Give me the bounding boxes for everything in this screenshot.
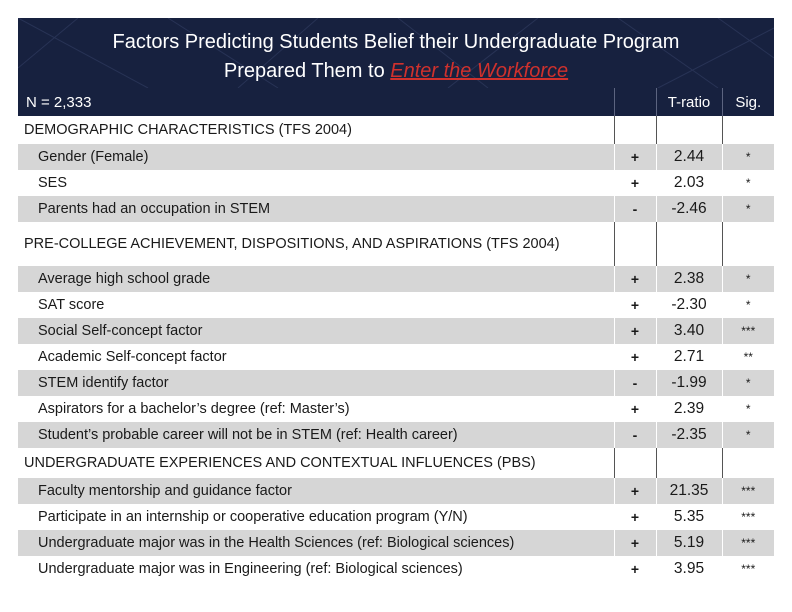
row-direction: +: [614, 396, 656, 422]
sample-size-label: N = 2,333: [18, 88, 614, 116]
row-direction: -: [614, 370, 656, 396]
t-ratio-header: T-ratio: [656, 88, 722, 116]
row-significance: *: [722, 170, 774, 196]
table-row: [18, 196, 774, 222]
table-row: [18, 478, 774, 504]
row-t-ratio: -1.99: [656, 370, 722, 396]
section-header: [18, 448, 774, 478]
direction-header: [614, 88, 656, 116]
title-highlight: Enter the Workforce: [390, 60, 569, 82]
sig-header: Sig.: [722, 88, 774, 116]
table-row: [18, 170, 774, 196]
row-significance: *: [722, 370, 774, 396]
row-significance: ***: [722, 530, 774, 556]
table-row: [18, 266, 774, 292]
row-label: Average high school grade: [18, 266, 614, 292]
row-label: SES: [18, 170, 614, 196]
row-label: STEM identify factor: [18, 370, 614, 396]
row-significance: **: [722, 344, 774, 370]
table-row: [18, 144, 774, 170]
row-significance: *: [722, 292, 774, 318]
section-header: [18, 222, 774, 266]
row-direction: +: [614, 144, 656, 170]
row-direction: +: [614, 292, 656, 318]
title-line-2: [18, 57, 774, 86]
row-t-ratio: 2.39: [656, 396, 722, 422]
row-t-ratio: -2.30: [656, 292, 722, 318]
row-t-ratio: 3.95: [656, 556, 722, 582]
row-label: Undergraduate major was in Engineering (ref: Biological sciences): [18, 556, 614, 582]
row-label: Student’s probable career will not be in STEM (ref: Health career): [18, 422, 614, 448]
row-t-ratio: 5.35: [656, 504, 722, 530]
section-header: [18, 116, 774, 144]
table-row: [18, 422, 774, 448]
row-significance: *: [722, 396, 774, 422]
row-direction: +: [614, 170, 656, 196]
row-t-ratio: 2.44: [656, 144, 722, 170]
row-direction: +: [614, 530, 656, 556]
row-significance: ***: [722, 556, 774, 582]
row-direction: +: [614, 344, 656, 370]
row-direction: +: [614, 318, 656, 344]
row-t-ratio: -2.35: [656, 422, 722, 448]
section-title: PRE-COLLEGE ACHIEVEMENT, DISPOSITIONS, AND ASPIRATIONS (TFS 2004): [18, 222, 614, 266]
row-direction: -: [614, 422, 656, 448]
row-significance: *: [722, 144, 774, 170]
page-title: [18, 28, 774, 86]
table-row: [18, 318, 774, 344]
section-title: UNDERGRADUATE EXPERIENCES AND CONTEXTUAL INFLUENCES (PBS): [18, 448, 614, 478]
row-t-ratio: 2.71: [656, 344, 722, 370]
row-significance: *: [722, 422, 774, 448]
row-t-ratio: 2.38: [656, 266, 722, 292]
table-row: [18, 292, 774, 318]
title-banner: [18, 18, 774, 88]
row-t-ratio: 3.40: [656, 318, 722, 344]
row-label: Participate in an internship or cooperative education program (Y/N): [18, 504, 614, 530]
row-label: Faculty mentorship and guidance factor: [18, 478, 614, 504]
row-significance: ***: [722, 504, 774, 530]
table-row: [18, 370, 774, 396]
row-t-ratio: 2.03: [656, 170, 722, 196]
row-direction: +: [614, 556, 656, 582]
row-significance: *: [722, 266, 774, 292]
row-label: Undergraduate major was in the Health Sciences (ref: Biological sciences): [18, 530, 614, 556]
row-direction: +: [614, 504, 656, 530]
title-line-1: Factors Predicting Students Belief their Undergraduate Program: [112, 31, 680, 53]
row-label: Parents had an occupation in STEM: [18, 196, 614, 222]
row-significance: ***: [722, 478, 774, 504]
section-title: DEMOGRAPHIC CHARACTERISTICS (TFS 2004): [18, 116, 614, 144]
row-label: Social Self-concept factor: [18, 318, 614, 344]
row-label: Aspirators for a bachelor’s degree (ref: Master’s): [18, 396, 614, 422]
row-significance: *: [722, 196, 774, 222]
table-row: [18, 530, 774, 556]
table-row: [18, 504, 774, 530]
title-line-2-prefix: Prepared Them to: [223, 60, 391, 82]
row-t-ratio: 21.35: [656, 478, 722, 504]
row-direction: -: [614, 196, 656, 222]
header-row: [18, 88, 774, 116]
row-t-ratio: 5.19: [656, 530, 722, 556]
row-label: Gender (Female): [18, 144, 614, 170]
table-row: [18, 396, 774, 422]
row-significance: ***: [722, 318, 774, 344]
table-row: [18, 556, 774, 582]
row-t-ratio: -2.46: [656, 196, 722, 222]
row-direction: +: [614, 266, 656, 292]
row-label: SAT score: [18, 292, 614, 318]
row-direction: +: [614, 478, 656, 504]
row-label: Academic Self-concept factor: [18, 344, 614, 370]
table-row: [18, 344, 774, 370]
regression-table: [18, 88, 774, 582]
